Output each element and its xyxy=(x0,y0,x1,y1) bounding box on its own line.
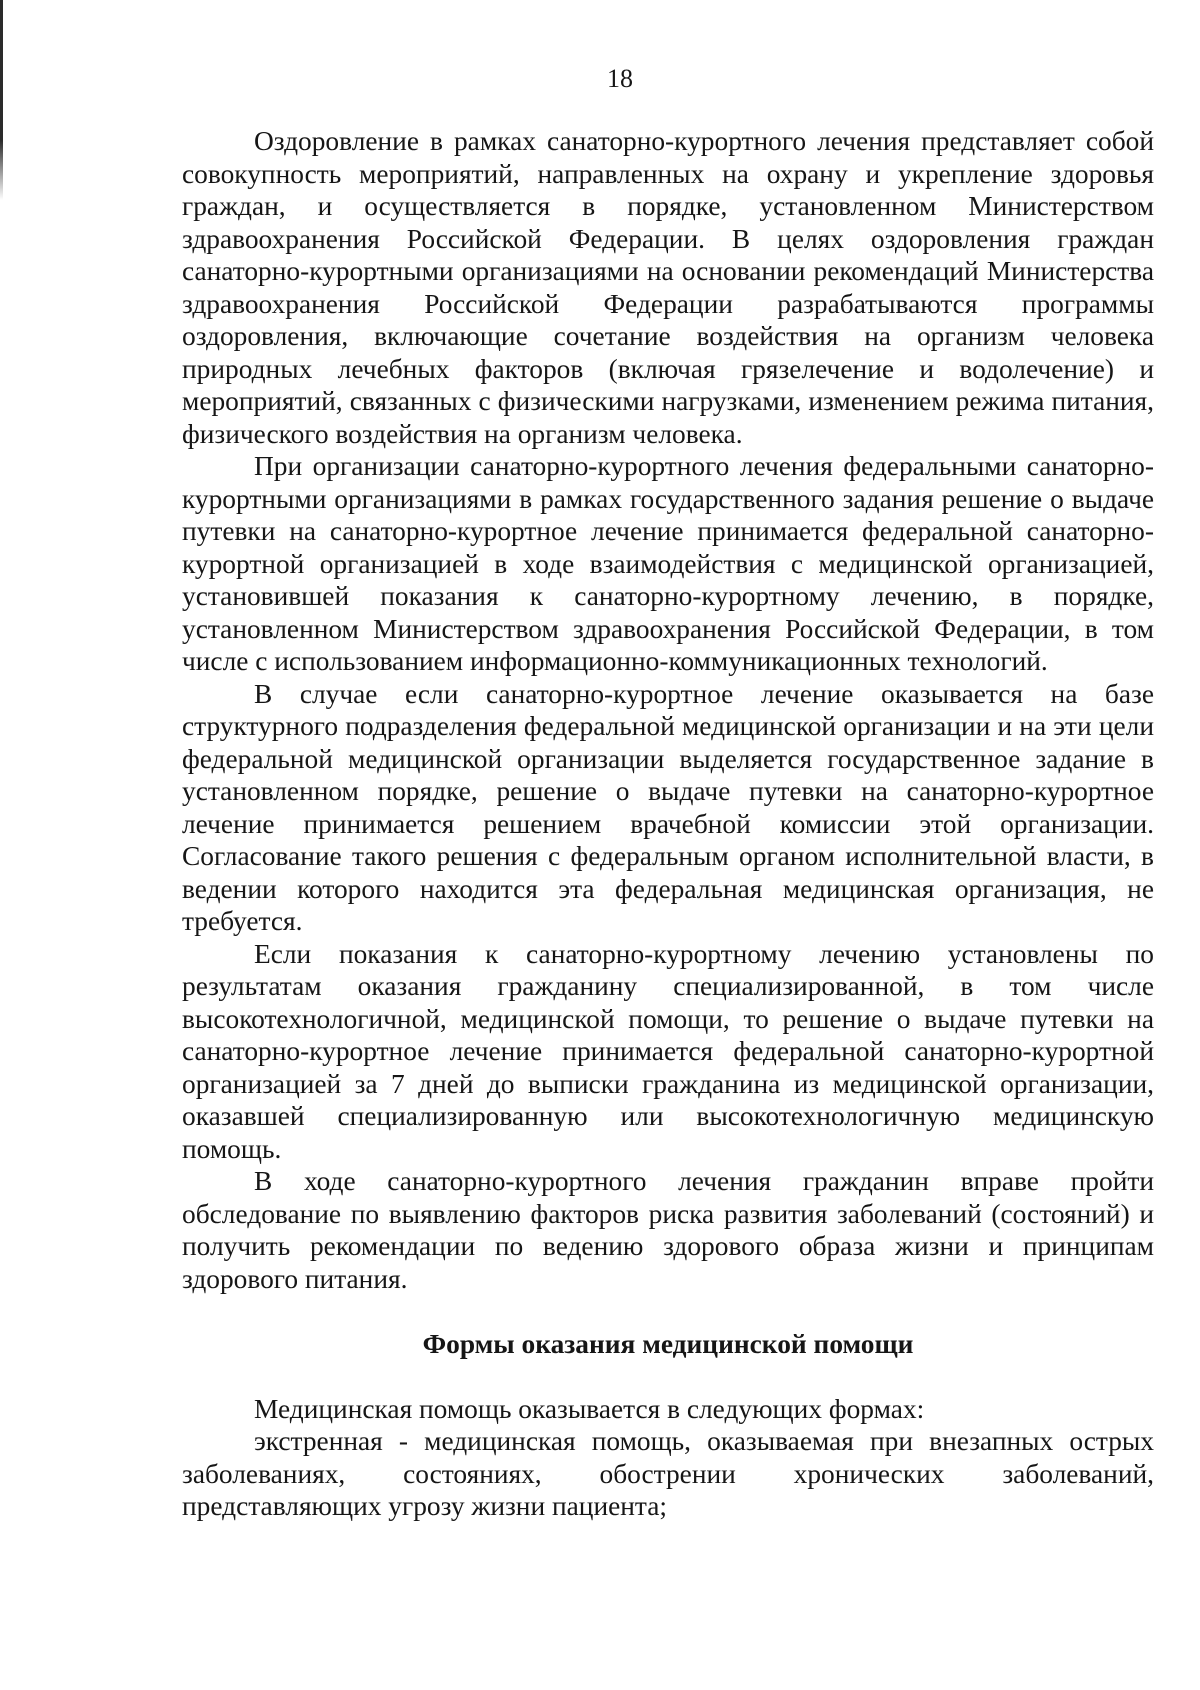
paragraph-emergency-form: экстренная - медицинская помощь, оказываемая при внезапных острых заболеваниях, состояниях, обострении хронических заболеваний, представляющих угрозу жизни пациента; xyxy=(182,1426,1154,1521)
paragraph-organization-of-treatment: При организации санаторно-курортного лечения федеральными санаторно-курортными организациями в рамках государственного задания решение о выдаче путевки на санаторно-курортное лечение принимается федеральной санаторно-курортной организацией в ходе взаимодействия с медицинской организацией, установившей показания к санаторно-курортному лечению, в порядке, установленном Министерством здравоохранения Российской Федерации, в том числе с использованием информационно-коммуникационных технологий. xyxy=(182,451,1154,676)
page-number: 18 xyxy=(607,64,633,93)
paragraph-examination: В ходе санаторно-курортного лечения гражданин вправе пройти обследование по выявлению факторов риска развития заболеваний (состояний) и получить рекомендации по ведению здорового образа жизни и принципам здорового питания. xyxy=(182,1166,1154,1294)
section-heading: Формы оказания медицинской помощи xyxy=(422,1328,914,1359)
paragraph-structural-division: В случае если санаторно-курортное лечение оказывается на базе структурного подразделения федеральной медицинской организации и на эти цели федеральной медицинской организации выделяется государственное задание в установленном порядке, решение о выдаче путевки на санаторно-курортное лечение принимается решением врачебной комиссии этой организации. Согласование такого решения с федеральным органом исполнительной власти, в ведении которого находится эта федеральная медицинская организация, не требуется. xyxy=(182,678,1154,936)
paragraph-forms-intro: Медицинская помощь оказывается в следующих формах: xyxy=(254,1393,925,1424)
document-body xyxy=(182,125,1154,1523)
paragraph-health-improvement: Оздоровление в рамках санаторно-курортного лечения представляет собой совокупность мероприятий, направленных на охрану и укрепление здоровья граждан, и осуществляется в порядке, установленном Министерством здравоохранения Российской Федерации. В целях оздоровления граждан санаторно-курортными организациями на основании рекомендаций Министерства здравоохранения Российской Федерации разрабатываются программы оздоровления, включающие сочетание воздействия на организм человека природных лечебных факторов (включая грязелечение и водолечение) и мероприятий, связанных с физическими нагрузками, изменением режима питания, физического воздействия на организм человека. xyxy=(182,126,1154,449)
scan-edge-mark xyxy=(0,0,3,200)
paragraph-indications: Если показания к санаторно-курортному лечению установлены по результатам оказания гражданину специализированной, в том числе высокотехнологичной, медицинской помощи, то решение о выдаче путевки на санаторно-курортное лечение принимается федеральной санаторно-курортной организацией за 7 дней до выписки гражданина из медицинской организации, оказавшей специализированную или высокотехнологичную медицинскую помощь. xyxy=(182,938,1154,1164)
